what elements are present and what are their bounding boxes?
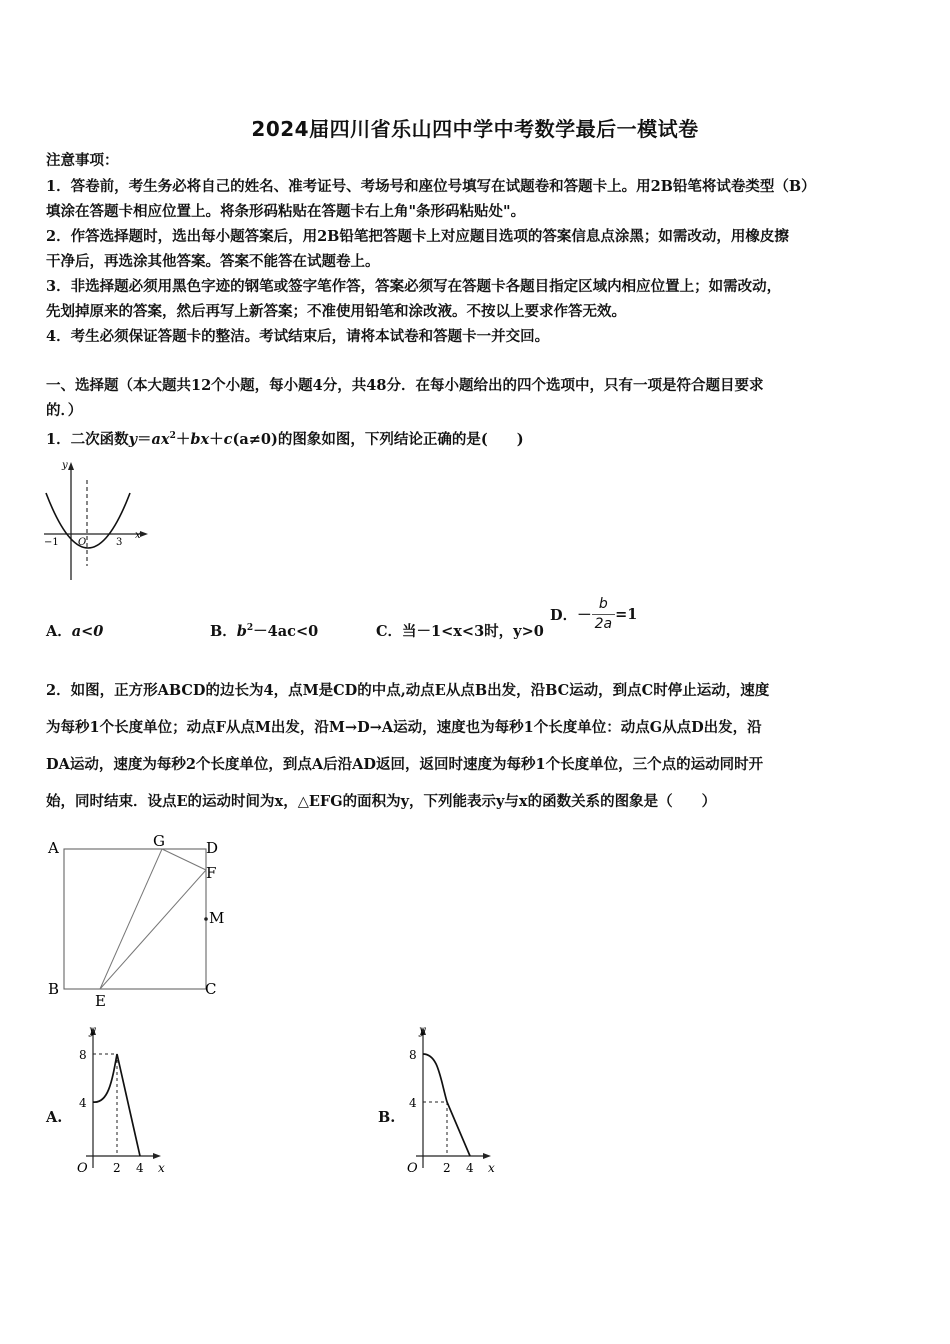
optB-tick-4: 4 <box>409 1096 417 1110</box>
optA-x-label: x <box>158 1161 165 1175</box>
section-heading-cont: 的．） <box>46 402 83 419</box>
q1-label-3: 3 <box>116 537 123 548</box>
q1-option-b-b: b <box>236 623 247 640</box>
q1-option-c[interactable] <box>376 620 544 641</box>
q2-label-c: C <box>205 980 217 998</box>
optB-x-arrow-icon <box>483 1153 491 1159</box>
notice-heading: 注意事项： <box>46 152 119 169</box>
q1-option-d-denominator: 2a <box>594 616 613 632</box>
q2-option-b-graph <box>402 1022 507 1177</box>
page-title: 2024届四川省乐山四中学中考数学最后一模试卷 <box>251 117 699 141</box>
optA-tick-8: 8 <box>79 1048 87 1062</box>
q1-option-d-fraction <box>592 595 616 634</box>
q2-stem-line: DA运动，速度为每秒2个长度单位，到点A后沿AD返回，返回时速度为每秒1个长度单位，三个点的运动同时开 <box>46 756 764 773</box>
optB-tick-x2: 2 <box>443 1161 451 1175</box>
q2-label-b: B <box>48 980 60 998</box>
q2-stem-line: 始，同时结束．设点E的运动时间为x，△EFG的面积为y，下列能表示y与x的函数关系的图象是（ ） <box>46 793 717 810</box>
q1-expr-condition: (a≠0) <box>232 430 278 448</box>
q2-label-a: A <box>48 839 59 857</box>
q2-label-g: G <box>153 832 165 850</box>
q1-x-arrow-icon <box>140 531 148 537</box>
q1-option-d-label: D． <box>550 607 578 624</box>
q1-option-b-rest: －4ac<0 <box>253 623 319 640</box>
q1-parabola-graph <box>40 456 155 586</box>
q1-expr-eq: ＝ <box>137 430 152 448</box>
q2-label-m: M <box>209 909 225 927</box>
optA-tick-4: 4 <box>79 1096 87 1110</box>
optB-tick-8: 8 <box>409 1048 417 1062</box>
q2-option-a-graph <box>72 1022 177 1177</box>
q1-option-d-equals: =1 <box>615 606 638 623</box>
q1-expr-plus: ＋ <box>209 430 224 448</box>
q1-option-c-text: 当－1<x<3时，y>0 <box>402 623 544 640</box>
q2-square-abcd <box>64 849 206 989</box>
notice-line: 1．答卷前，考生务必将自己的姓名、准考证号、考场号和座位号填写在试题卷和答题卡上。用2B铅笔将试卷类型（B） <box>46 178 816 195</box>
optA-x-arrow-icon <box>153 1153 161 1159</box>
q1-option-a-label: A． <box>46 623 72 640</box>
q1-expr-plus: ＋ <box>175 430 191 448</box>
q2-square-figure <box>40 828 230 1008</box>
optA-origin: O <box>77 1161 88 1176</box>
q1-x-label: x <box>135 530 141 541</box>
q1-option-b-square: 2 <box>246 623 254 634</box>
notice-line: 干净后，再选涂其他答案。答案不能答在试题卷上。 <box>46 253 380 270</box>
optA-tick-x4: 4 <box>136 1161 144 1175</box>
q1-suffix: 的图象如图，下列结论正确的是( ) <box>277 430 524 448</box>
q1-origin-label: O <box>78 537 87 548</box>
optA-y-label: y <box>89 1023 96 1037</box>
notice-line: 先划掉原来的答案，然后再写上新答案；不准使用铅笔和涂改液。不按以上要求作答无效。 <box>46 303 626 320</box>
optB-x-label: x <box>488 1161 495 1175</box>
q1-stem <box>46 427 911 449</box>
q1-option-d[interactable] <box>550 595 637 634</box>
optB-tick-x4: 4 <box>466 1161 474 1175</box>
q1-prefix: 1．二次函数 <box>46 430 129 448</box>
q2-point-m <box>204 917 208 921</box>
q2-stem-line: 2．如图，正方形ABCD的边长为4，点M是CD的中点,动点E从点B出发，沿BC运动，到点C时停止运动，速度 <box>46 682 770 699</box>
q1-option-a[interactable] <box>46 620 103 641</box>
q2-segment-gf <box>162 849 206 870</box>
q2-label-f: F <box>206 864 217 882</box>
q2-stem-line: 为每秒1个长度单位；动点F从点M出发，沿M→D→A运动，速度也为每秒1个长度单位：动点G从点D出发，沿 <box>46 719 762 736</box>
q2-segment-eg <box>100 849 162 989</box>
optA-tick-x2: 2 <box>113 1161 121 1175</box>
notice-line: 4．考生必须保证答题卡的整洁。考试结束后，请将本试卷和答题卡一并交回。 <box>46 328 550 345</box>
q1-expr-bx: bx <box>190 430 210 448</box>
optB-origin: O <box>407 1161 418 1176</box>
notice-line: 2．作答选择题时，选出每小题答案后，用2B铅笔把答题卡上对应题目选项的答案信息点涂黑；如需改动，用橡皮擦 <box>46 228 789 245</box>
q1-label-neg1: −1 <box>44 537 59 548</box>
q2-label-d: D <box>206 839 219 857</box>
q1-y-arrow-icon <box>68 462 74 470</box>
notice-line: 3．非选择题必须用黑色字迹的钢笔或签字笔作答，答案必须写在答题卡各题目指定区域内相应位置上；如需改动， <box>46 278 782 295</box>
q1-expr-square: 2 <box>169 431 176 441</box>
q1-option-a-text: a<0 <box>71 623 104 640</box>
q1-option-b-label: B． <box>210 623 237 640</box>
q2-option-a-label[interactable]: A. <box>46 1109 63 1126</box>
q2-option-b-label[interactable]: B. <box>378 1109 396 1126</box>
q1-y-label: y <box>62 460 68 471</box>
q1-option-b[interactable] <box>210 620 318 641</box>
q2-label-e: E <box>95 992 106 1008</box>
q2-segment-ef <box>100 870 206 989</box>
q1-option-c-label: C． <box>376 623 403 640</box>
q1-expr-c: c <box>223 430 233 448</box>
q1-expr-y: y <box>128 430 138 448</box>
notice-line: 填涂在答题卡相应位置上。将条形码粘贴在答题卡右上角"条形码粘贴处"。 <box>46 203 526 220</box>
section-heading: 一、选择题（本大题共12个小题，每小题4分，共48分．在每小题给出的四个选项中，只有一项是符合题目要求 <box>46 377 764 394</box>
q1-option-d-numerator: b <box>592 595 616 615</box>
q1-expr-ax: ax <box>151 430 170 448</box>
q1-option-d-minus: － <box>577 607 592 624</box>
optB-y-label: y <box>419 1023 426 1037</box>
